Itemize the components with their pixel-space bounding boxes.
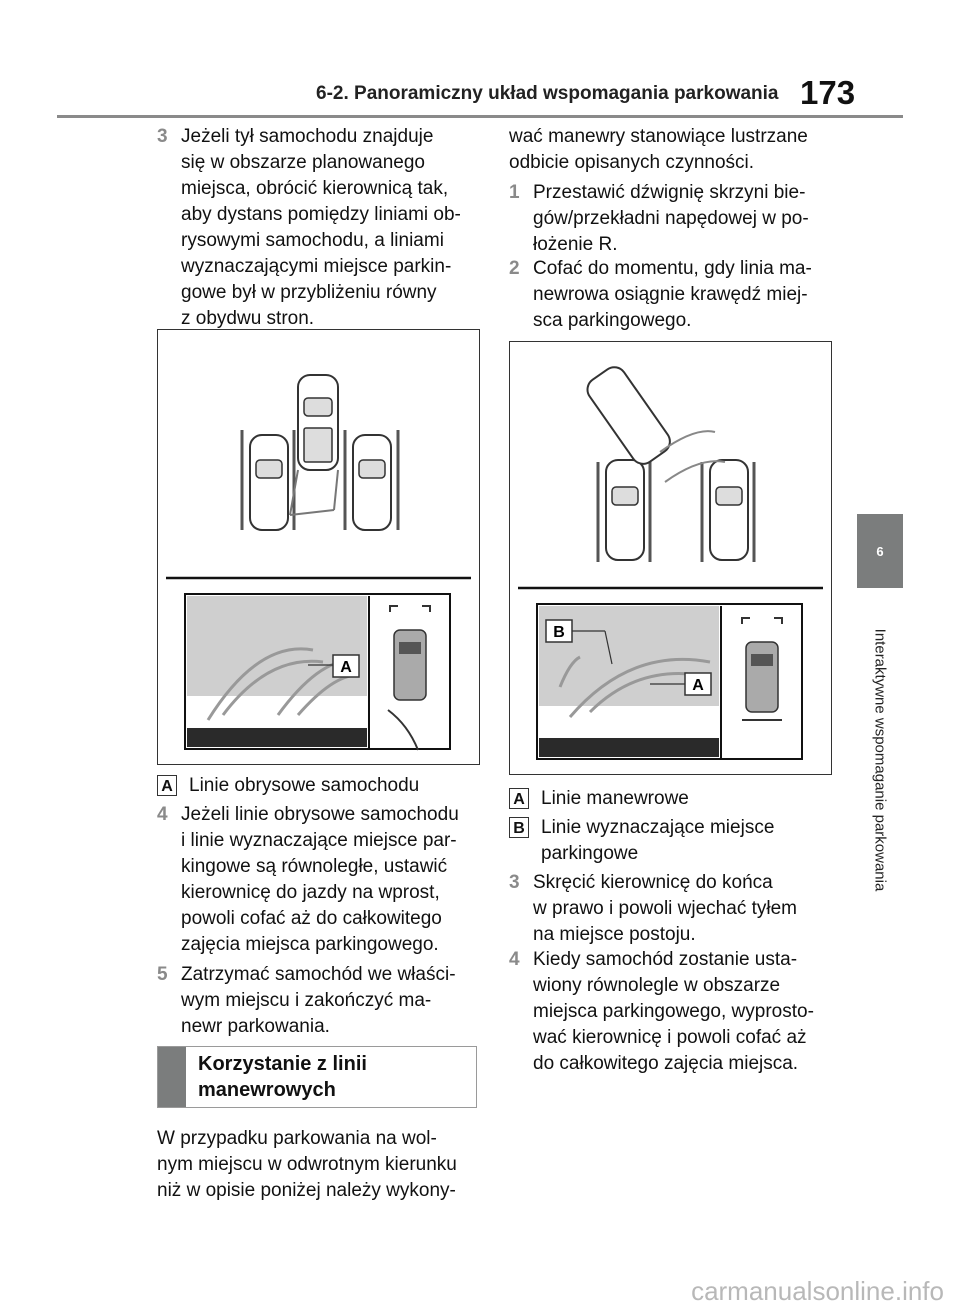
legend-a-left — [157, 773, 487, 799]
heading-line: manewrowych — [198, 1079, 336, 1101]
step-number: 4 — [509, 949, 520, 970]
chapter-title: Interaktywne wspomaganie parkowania — [871, 628, 889, 892]
step-line: się w obszarze planowanego — [181, 152, 425, 173]
step-line: wiony równolegle w obszarze — [533, 975, 781, 996]
legend-text: Linie wyznaczające miejsce — [541, 817, 775, 838]
step-line: sca parkingowego. — [533, 310, 692, 331]
step-number: 3 — [157, 126, 168, 147]
step-number: 3 — [509, 872, 520, 893]
paragraph-line: odbicie opisanych czynności. — [509, 152, 755, 173]
step-line: na miejsce postoju. — [533, 924, 696, 945]
figure-maneuver-lines — [509, 341, 832, 775]
figure-1-illustration — [158, 330, 478, 763]
step-4-left — [157, 802, 487, 958]
step-3-left — [157, 124, 487, 332]
step-line: rysowymi samochodu, a liniami — [181, 230, 444, 251]
figure-2-illustration — [510, 342, 830, 773]
legend-key: A — [157, 775, 177, 796]
step-line: kingowe są równoległe, ustawić — [181, 856, 448, 877]
figure-parking-outline — [157, 329, 480, 765]
watermark: carmanualsonline.info — [691, 1276, 944, 1306]
step-line: kierownicę do jazdy na wprost, — [181, 882, 440, 903]
legend-b-right — [509, 815, 839, 867]
legend-text: parkingowe — [541, 843, 639, 864]
header-rule — [57, 115, 903, 118]
heading-bar — [158, 1047, 186, 1107]
step-line: aby dystans pomiędzy liniami ob- — [181, 204, 461, 225]
legend-a-right — [509, 786, 839, 812]
step-line: i linie wyznaczające miejsce par- — [181, 830, 457, 851]
step-line: wym miejscu i zakończyć ma- — [181, 990, 432, 1011]
step-3-right — [509, 870, 839, 948]
step-2-right — [509, 256, 839, 334]
intro-paragraph — [157, 1126, 487, 1204]
step-4-right — [509, 947, 839, 1077]
step-line: Jeżeli tył samochodu znajduje — [181, 126, 434, 147]
figure-1-label-a: A — [340, 659, 352, 676]
step-line: newr parkowania. — [181, 1016, 330, 1037]
step-line: z obydwu stron. — [181, 308, 315, 329]
step-line: łożenie R. — [533, 234, 618, 255]
step-line: Zatrzymać samochód we właści- — [181, 964, 456, 985]
section-title: 6-2. Panoramiczny układ wspomagania parkowania — [316, 83, 779, 104]
legend-text: Linie obrysowe samochodu — [189, 775, 420, 796]
step-number: 1 — [509, 182, 520, 203]
legend-key: B — [509, 817, 529, 838]
legend-text: Linie manewrowe — [541, 788, 689, 809]
page-number: 173 — [800, 74, 856, 111]
heading-line: Korzystanie z linii — [198, 1053, 367, 1075]
step-line: wyznaczającymi miejsce parkin- — [181, 256, 452, 277]
legend-key: A — [509, 788, 529, 809]
step-line: gowe był w przybliżeniu równy — [181, 282, 437, 303]
paragraph-line: wać manewry stanowiące lustrzane — [509, 126, 808, 147]
step-line: Cofać do momentu, gdy linia ma- — [533, 258, 812, 279]
paragraph-line: W przypadku parkowania na wol- — [157, 1128, 437, 1149]
step-5-left — [157, 962, 487, 1040]
step-number: 4 — [157, 804, 168, 825]
paragraph-line: nym miejscu w odwrotnym kierunku — [157, 1154, 457, 1175]
step-line: newrowa osiągnie krawędź miej- — [533, 284, 808, 305]
step-line: w prawo i powoli wjechać tyłem — [533, 898, 797, 919]
step-line: Przestawić dźwignię skrzyni bie- — [533, 182, 806, 203]
step-line: gów/przekładni napędowej w po- — [533, 208, 809, 229]
step-number: 5 — [157, 964, 168, 985]
chapter-tab[interactable] — [857, 514, 903, 588]
step-line: miejsca parkingowego, wyprosto- — [533, 1001, 814, 1022]
step-line: zajęcia miejsca parkingowego. — [181, 934, 439, 955]
step-number: 2 — [509, 258, 520, 279]
chapter-number: 6 — [876, 544, 884, 559]
step-line: Skręcić kierownicę do końca — [533, 872, 773, 893]
step-1-right — [509, 180, 839, 258]
step-line: do całkowitego zajęcia miejsca. — [533, 1053, 799, 1074]
figure-2-label-a: A — [692, 677, 704, 694]
step-line: miejsca, obrócić kierownicą tak, — [181, 178, 449, 199]
paragraph-line: niż w opisie poniżej należy wykony- — [157, 1180, 456, 1201]
figure-2-label-b: B — [553, 624, 565, 641]
intro-continued — [509, 124, 839, 176]
step-line: Kiedy samochód zostanie usta- — [533, 949, 798, 970]
step-line: Jeżeli linie obrysowe samochodu — [181, 804, 459, 825]
step-line: wać kierownicę i powoli cofać aż — [533, 1027, 807, 1048]
section-heading — [157, 1046, 477, 1108]
step-line: powoli cofać aż do całkowitego — [181, 908, 442, 929]
